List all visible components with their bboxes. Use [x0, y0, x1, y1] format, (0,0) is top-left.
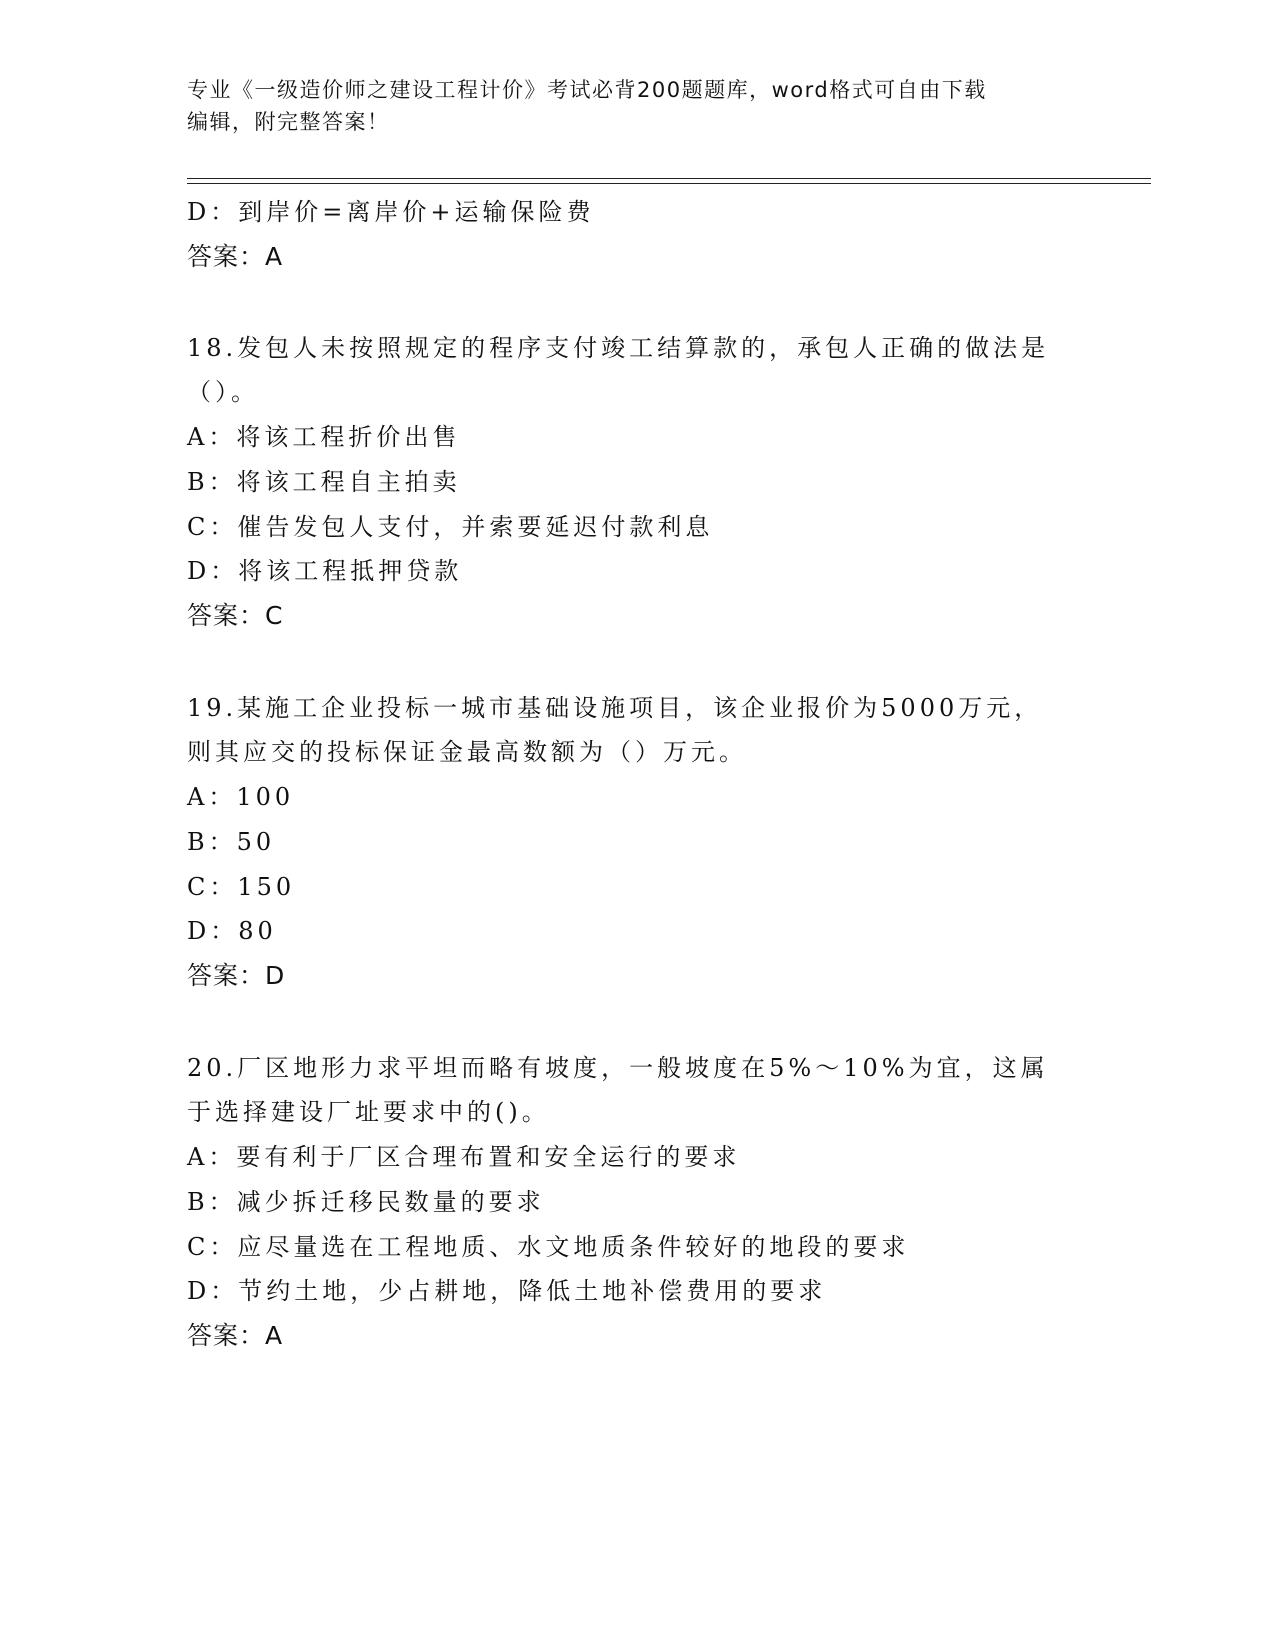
q20-option-d: D：节约土地，少占耕地，降低土地补偿费用的要求: [187, 1277, 827, 1305]
q18-stem-line-2: （）。: [187, 378, 259, 406]
q20-stem-line-2: 于选择建设厂址要求中的()。: [187, 1098, 550, 1126]
header-line-2: 编辑，附完整答案！: [187, 110, 390, 134]
header-line-1: 专业《一级造价师之建设工程计价》考试必背200题题库，word格式可自由下载: [187, 78, 987, 102]
q19-option-d: D：80: [187, 917, 277, 945]
header-divider-bottom: [187, 183, 1151, 184]
q18-stem-line-1: 18.发包人未按照规定的程序支付竣工结算款的，承包人正确的做法是: [187, 334, 1050, 362]
q19-stem-line-1: 19.某施工企业投标一城市基础设施项目，该企业报价为5000万元，: [187, 694, 1043, 722]
q18-option-b: B：将该工程自主拍卖: [187, 468, 461, 496]
q17-option-d: D：到岸价=离岸价+运输保险费: [187, 198, 595, 226]
q20-option-a: A：要有利于厂区合理布置和安全运行的要求: [187, 1143, 741, 1171]
q20-option-b: B：减少拆迁移民数量的要求: [187, 1188, 545, 1216]
q18-option-d: D：将该工程抵押贷款: [187, 557, 463, 585]
q18-option-a: A：将该工程折价出售: [187, 423, 461, 451]
q19-option-c: C：150: [187, 873, 296, 901]
q20-option-c: C：应尽量选在工程地质、水文地质条件较好的地段的要求: [187, 1233, 910, 1261]
q19-option-a: A：100: [187, 783, 295, 811]
document-header: [187, 74, 1087, 138]
q20-answer: 答案：A: [187, 1321, 284, 1350]
q18-option-c: C：催告发包人支付，并索要延迟付款利息: [187, 513, 714, 541]
q19-stem-line-2: 则其应交的投标保证金最高数额为（）万元。: [187, 738, 747, 766]
q19-answer: 答案：D: [187, 961, 286, 990]
q20-stem-line-1: 20.厂区地形力求平坦而略有坡度，一般坡度在5%～10%为宜，这属: [187, 1054, 1049, 1082]
q19-option-b: B：50: [187, 828, 276, 856]
header-divider-top: [187, 178, 1151, 179]
q18-answer: 答案：C: [187, 601, 284, 630]
q17-answer: 答案：A: [187, 242, 284, 271]
